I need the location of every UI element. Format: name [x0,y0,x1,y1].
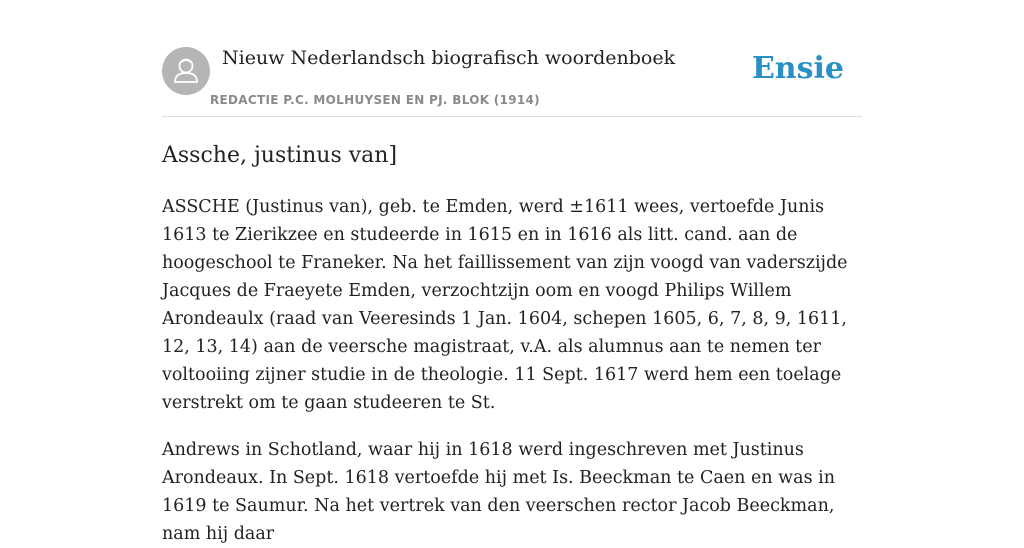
user-icon[interactable] [162,47,210,95]
page-container [162,0,862,548]
entry-paragraph: ASSCHE (Justinus van), geb. te Emden, werd ±1611 wees, vertoefde Junis 1613 te Zierikzee en studeerde in 1615 en in 1616 als litt. cand. aan de hoogeschool te Franeker. Na het faillissement van zijn voogd van vaderszijde Jacques de Fraeyete Emden, verzochtzijn oom en voogd Philips Willem Arondeaulx (raad van Veeresinds 1 Jan. 1604, schepen 1605, 6, 7, 8, 9, 1611, 12, 13, 14) aan de veersche magistraat, v.A. als alumnus aan te nemen ter voltooiing zijner studie in de theologie. 11 Sept. 1617 werd hem een toelage verstrekt om te gaan studeeren te St. [162,197,848,413]
entry-body [162,193,862,548]
entry-title: Assche, justinus van] [162,143,398,168]
source-title[interactable]: Nieuw Nederlandsch biografisch woordenboek [222,47,676,69]
source-header [162,0,862,117]
brand-logo[interactable]: Ensie [751,51,844,86]
source-subtitle: REDACTIE P.C. MOLHUYSEN EN PJ. BLOK (1914) [210,93,540,107]
entry-paragraph: Andrews in Schotland, waar hij in 1618 werd ingeschreven met Justinus Arondeaux. In Sept. 1618 vertoefde hij met Is. Beeckman te Caen en was in 1619 te Saumur. Na het vertrek van den veerschen rector Jacob Beeckman, nam hij daar [162,440,835,544]
